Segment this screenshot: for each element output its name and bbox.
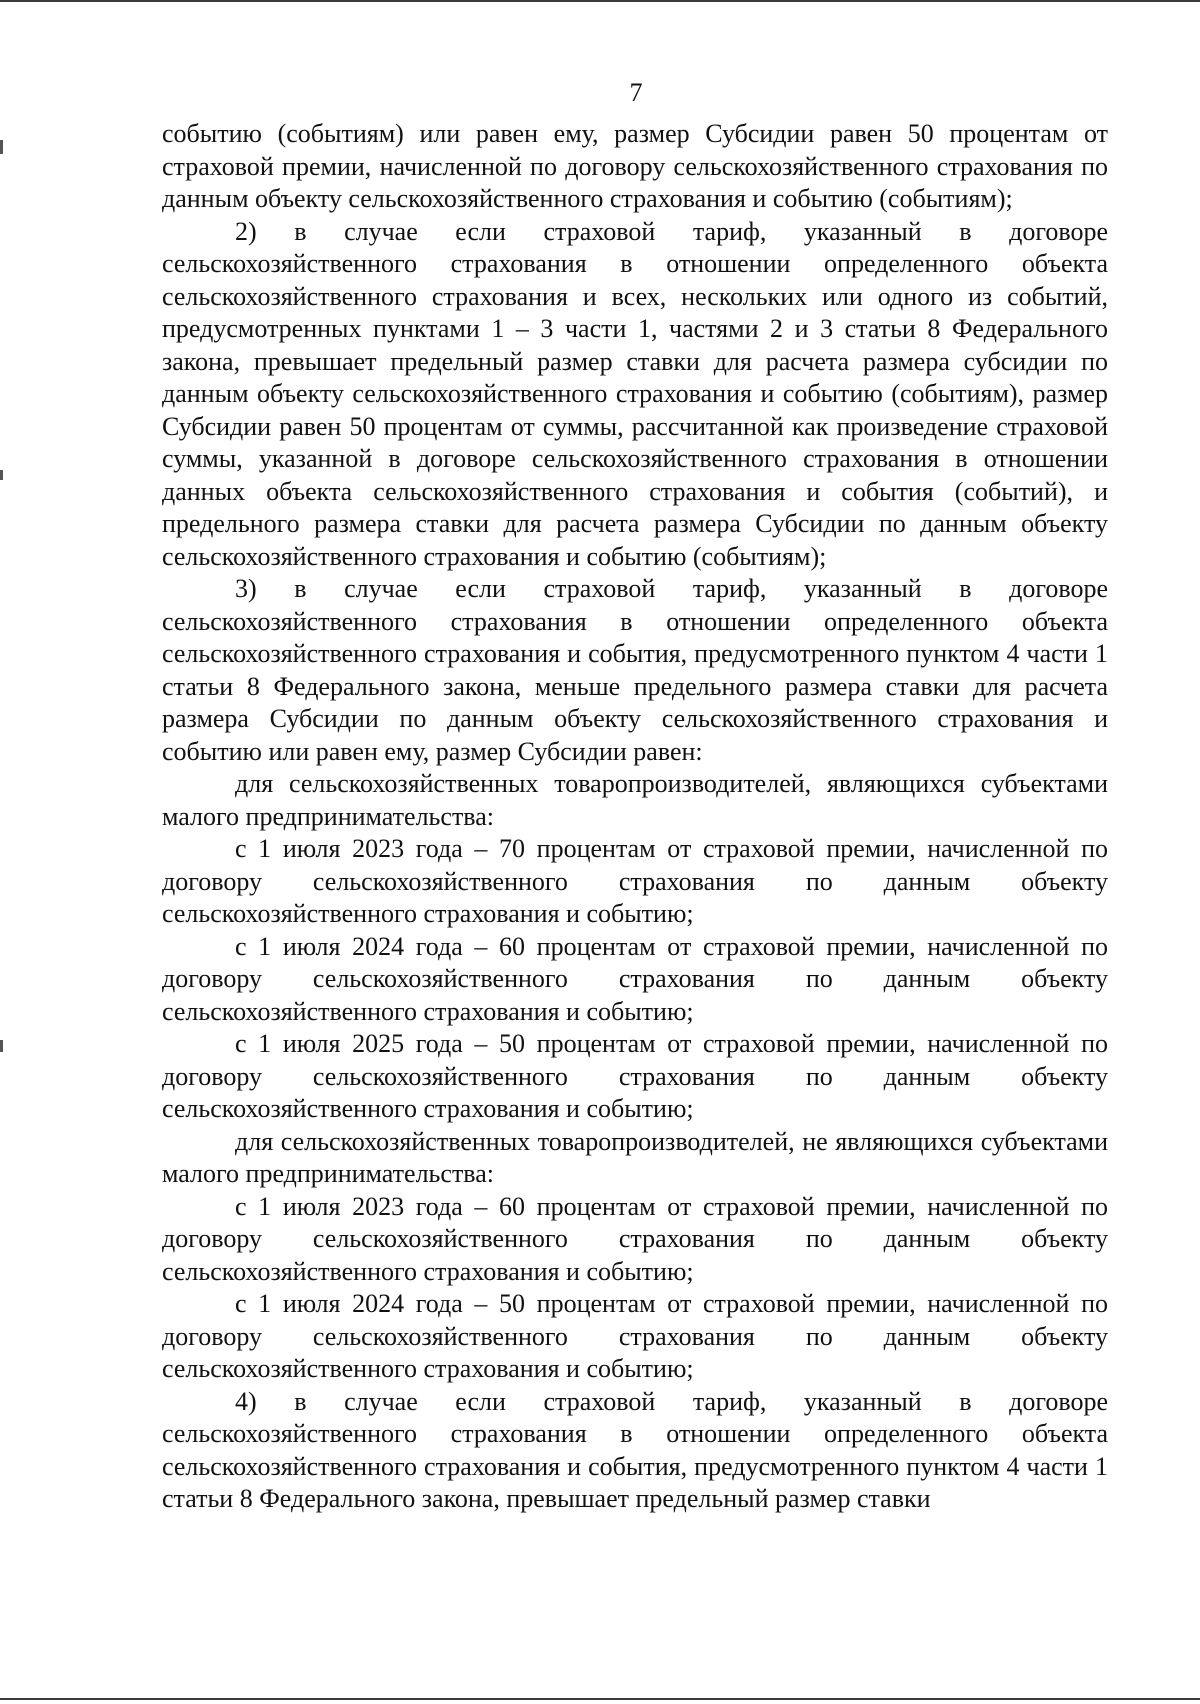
scan-top-edge: [0, 0, 1200, 2]
scan-margin-mark: [0, 140, 3, 154]
paragraph-small-business-2023: с 1 июля 2023 года – 70 процентам от страховой премии, начисленной по договору сельскохозяйственного страхования по данным объекту сельскохозяйственного страхования и событию;: [162, 834, 1108, 928]
document-body: [162, 118, 1108, 1516]
paragraph-small-business-heading: для сельскохозяйственных товаропроизводителей, являющихся субъектами малого предпринимательства:: [162, 769, 1108, 831]
scan-margin-mark: [0, 470, 3, 480]
scan-bottom-edge: [0, 1698, 1200, 1700]
page-number: 7: [629, 78, 643, 107]
paragraph-non-small-business-2024: с 1 июля 2024 года – 50 процентам от страховой премии, начисленной по договору сельскохозяйственного страхования по данным объекту сельскохозяйственного страхования и событию;: [162, 1289, 1108, 1383]
paragraph-continuation: событию (событиям) или равен ему, размер Субсидии равен 50 процентам от страховой премии, начисленной по договору сельскохозяйственного страхования по данным объекту сельскохозяйственного страхования и событию (событиям);: [162, 119, 1108, 213]
paragraph-non-small-business-heading: для сельскохозяйственных товаропроизводителей, не являющихся субъектами малого предпринимательства:: [162, 1126, 1108, 1188]
paragraph-non-small-business-2023: с 1 июля 2023 года – 60 процентам от страховой премии, начисленной по договору сельскохозяйственного страхования по данным объекту сельскохозяйственного страхования и событию;: [162, 1191, 1108, 1286]
paragraph-small-business-2024: с 1 июля 2024 года – 60 процентам от страховой премии, начисленной по договору сельскохозяйственного страхования по данным объекту сельскохозяйственного страхования и событию;: [162, 931, 1108, 1026]
scan-margin-mark: [0, 1040, 3, 1052]
paragraph-item-4: 4) в случае если страховой тариф, указанный в договоре сельскохозяйственного страхования в отношении определенного объекта сельскохозяйственного страхования и события, предусмотренного пунктом 4 части 1 статьи 8 Федерального закона, превышает предельный размер ставки: [162, 1386, 1108, 1513]
paragraph-small-business-2025: с 1 июля 2025 года – 50 процентам от страховой премии, начисленной по договору сельскохозяйственного страхования по данным объекту сельскохозяйственного страхования и событию;: [162, 1029, 1108, 1123]
paragraph-item-2: 2) в случае если страховой тариф, указанный в договоре сельскохозяйственного страхования в отношении определенного объекта сельскохозяйственного страхования и всех, нескольких или одного из событий, предусмотренных пунктами 1 – 3 части 1, частями 2 и 3 статьи 8 Федерального закона, превышает предельный размер ставки для расчета размера субсидии по данным объекту сельскохозяйственного страхования и событию (событиям), размер Субсидии равен 50 процентам от суммы, рассчитанной как произведение страховой суммы, указанной в договоре сельскохозяйственного страхования в отношении данных объекта сельскохозяйственного страхования и события (событий), и предельного размера ставки для расчета размера Субсидии по данным объекту сельскохозяйственного страхования и событию (событиям);: [162, 216, 1108, 571]
paragraph-item-3: 3) в случае если страховой тариф, указанный в договоре сельскохозяйственного страхования в отношении определенного объекта сельскохозяйственного страхования и события, предусмотренного пунктом 4 части 1 статьи 8 Федерального закона, меньше предельного размера ставки для расчета размера Субсидии по данным объекту сельскохозяйственного страхования и событию или равен ему, размер Субсидии равен:: [162, 574, 1108, 766]
